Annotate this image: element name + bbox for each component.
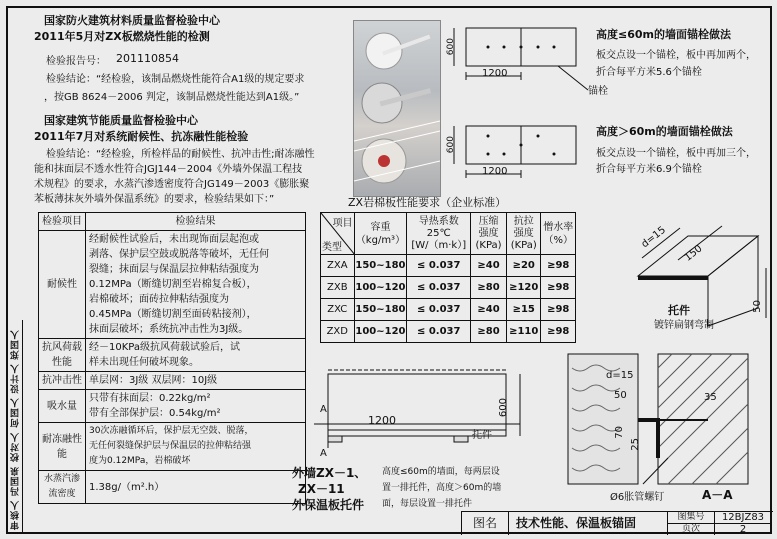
zx-cell: ≤ 0.037: [407, 255, 471, 277]
elev-name-1: 外墙ZX－1、: [292, 466, 367, 480]
zx-corner-bottom: 类型: [322, 242, 342, 253]
conclusion2-line-3: 术规程》的要求，水蒸汽渗透密度符合JG149－2003《膨胀聚: [34, 179, 310, 190]
zx-header-conductivity-3: [W/（m·k）]: [411, 239, 467, 251]
zx-cell: ≥15: [507, 299, 541, 321]
zx-row: [321, 255, 576, 277]
tb-name-label: 图名: [462, 512, 509, 535]
tt-line: 经－10KPa级抗风荷载试验后，试: [89, 342, 240, 353]
tt-line: 样未出现任何破坏现象。: [89, 357, 199, 368]
bracket-dim-h: 50: [752, 300, 763, 313]
zx-cell: ≥40: [471, 299, 507, 321]
conclusion2-line-4: 苯板薄抹灰外墙外保温系统》的要求，检验结果如下：”: [34, 194, 275, 205]
zx-header-compression-2: 强度: [478, 227, 499, 239]
tt-result: 1.38g/（m².h）: [86, 471, 306, 504]
conclusion2-line-1: 检验结论：“经检验，所检样品的耐候性、抗冲击性;耐冻融性: [46, 149, 315, 160]
conclusion-line-2: ，按GB 8624－2006 判定，该制品燃烧性能达到A1级。”: [44, 92, 300, 103]
tt-line: 经耐候性试验后，未出现饰面层起泡或: [89, 234, 259, 245]
zx-corner-top: 项目: [332, 218, 353, 229]
bracket-dim-d: d=15: [639, 224, 668, 251]
anchor-photo: [353, 20, 441, 197]
bracket-note: 镀锌扁钢弯制: [654, 320, 714, 331]
section-mark-top: A: [320, 404, 327, 415]
tt-result: [86, 231, 306, 339]
elev-bracket-label: 托件: [472, 430, 492, 441]
elev-name-2: ZX－11: [298, 482, 345, 496]
report-label: 检验报告号：: [46, 56, 106, 67]
section-drawing: [568, 348, 768, 488]
section-dim-35: 35: [704, 392, 717, 403]
section-mark-bottom: A: [320, 448, 327, 459]
zx-header-density: [354, 213, 407, 255]
low-dim-h: 1200: [482, 68, 508, 79]
zx-header-density-2: （kg/m³）: [355, 234, 406, 246]
table-row: [39, 372, 306, 390]
zx-cell: 150~180: [354, 255, 407, 277]
zx-header-compression-1: 压缩: [478, 215, 499, 227]
bracket-dim-len: 150: [682, 243, 705, 264]
zx-header-hydrophobic: [541, 213, 576, 255]
high-desc-1: 板交点设一个锚栓，板中再加三个，: [596, 148, 756, 159]
zx-header-hydrophobic-2: （%）: [543, 234, 573, 246]
zx-cell: ≤ 0.037: [407, 299, 471, 321]
tt-header-result: 检验结果: [86, 213, 306, 231]
zx-header-tensile-1: 抗拉: [513, 215, 534, 227]
section-dim-70: 70: [614, 426, 625, 439]
zx-cell: 100~120: [354, 277, 407, 299]
zx-cell: ZXA: [321, 255, 355, 277]
title-block: [461, 511, 773, 535]
tt-item: 抗冲击性: [39, 372, 86, 390]
subject-2: 2011年7月对系统耐候性、抗冻融性能检验: [34, 130, 249, 143]
zx-cell: ≥98: [541, 255, 576, 277]
conclusion-line-1: 检验结论：“经检验，该制品燃烧性能符合A1级的规定要求: [46, 74, 305, 85]
zx-cell: ≤ 0.037: [407, 321, 471, 343]
tt-item: 耐冻融性能: [39, 423, 86, 471]
tt-item: 抗风荷载性能: [39, 339, 86, 372]
zx-cell: 150~180: [354, 299, 407, 321]
zx-header-compression-3: (KPa): [475, 239, 502, 251]
tt-item: 耐候性: [39, 231, 86, 339]
tt-item: 水蒸汽渗流密度: [39, 471, 86, 504]
zx-header-density-1: 容重: [370, 221, 391, 233]
zx-cell: ≥20: [507, 255, 541, 277]
low-dim-v: 600: [446, 38, 456, 56]
org-title-1: 国家防火建筑材料质量监督检验中心: [44, 14, 220, 27]
signature-strip: [8, 320, 23, 534]
zx-row: [321, 277, 576, 299]
zx-header-conductivity: [407, 213, 471, 255]
zx-header-tensile: [507, 213, 541, 255]
tt-line: 无任何裂缝保护层与保温层的拉伸粘结强: [89, 441, 252, 451]
tt-line: 0.45MPa（断缝切割至面砖粘接剂），: [89, 309, 257, 320]
elev-note-1: 高度≤60m的墙面，每两层设: [382, 467, 500, 477]
zx-header-tensile-3: (KPa): [510, 239, 537, 251]
table-row: [39, 423, 306, 471]
zx-cell: ZXD: [321, 321, 355, 343]
elev-note-2: 置一排托件，高度＞60m的墙: [382, 483, 502, 493]
tt-header-item: 检验项目: [39, 213, 86, 231]
zx-cell: ≥120: [507, 277, 541, 299]
tt-result: [86, 390, 306, 423]
zx-header-conductivity-2: 25℃: [426, 227, 451, 239]
tt-item: 吸水量: [39, 390, 86, 423]
zx-header-conductivity-1: 导热系数: [418, 215, 459, 227]
section-dim-25: 25: [630, 438, 641, 451]
tt-line: 裂缝；抹面层与保温层拉伸粘结强度为: [89, 264, 259, 275]
tt-line: 0.12MPa（断缝切割至岩棉复合板），: [89, 279, 257, 290]
section-label: A－A: [702, 488, 733, 502]
high-title: 高度＞60m的墙面锚栓做法: [596, 125, 733, 138]
zx-cell: ≥40: [471, 255, 507, 277]
tt-line: 抹面层破坏；系统抗冲击性为3J级。: [89, 324, 249, 335]
bracket-name: 托件: [668, 304, 690, 317]
anchor-layout-low: [448, 22, 588, 102]
tt-result: [86, 339, 306, 372]
low-desc-2: 折合每平方米5.6个锚栓: [596, 67, 702, 78]
zx-spec-table: [320, 212, 576, 343]
tt-line: 剥落、保护层空鼓或脱落等破坏，无任何: [89, 249, 269, 260]
high-desc-2: 折合每平方米6.9个锚栓: [596, 164, 702, 175]
table-row: [39, 339, 306, 372]
elev-dim-h: 1200: [368, 414, 396, 427]
signature-strip-text: 审核人 冯国泉 校对人 何国人 设计人 郑国人: [11, 329, 21, 530]
zx-cell: ≤ 0.037: [407, 277, 471, 299]
elev-dim-v: 600: [498, 398, 509, 418]
drawing-sheet: [6, 6, 772, 534]
tb-atlas-label: 图集号: [667, 512, 715, 524]
zx-cell: ≥110: [507, 321, 541, 343]
zx-header-hydrophobic-1: 憎水率: [543, 221, 574, 233]
tt-line: 只带有抹面层：0.22kg/m²: [89, 393, 211, 404]
elev-name-3: 外保温板托件: [292, 498, 365, 512]
tt-line: 30次冻融循环后，保护层无空鼓、脱落，: [89, 426, 254, 436]
anchor-photo-drawing: [354, 21, 440, 196]
section-dim-50: 50: [614, 390, 627, 401]
zx-row: [321, 321, 576, 343]
subject-1: 2011年5月对ZX板燃烧性能的检测: [34, 30, 210, 43]
table-row: [39, 471, 306, 504]
high-dim-v: 600: [446, 136, 456, 154]
conclusion2-line-2: 能和抹面层不透水性符合JGJ144－2004《外墙外保温工程技: [34, 164, 303, 175]
zx-header-compression: [471, 213, 507, 255]
tt-result: 单层网：3J级 双层网：10J级: [86, 372, 306, 390]
zx-cell: ≥98: [541, 321, 576, 343]
table-row: [39, 231, 306, 339]
zx-row: [321, 299, 576, 321]
high-dim-h: 1200: [482, 166, 508, 177]
tb-page-no: 2: [739, 524, 747, 535]
tb-name: 技术性能、保温板锚固: [516, 516, 637, 530]
section-dim-d: d=15: [606, 370, 634, 381]
tt-line: 带有全部保护层：0.54kg/m²: [89, 408, 221, 419]
zx-cell: ≥98: [541, 299, 576, 321]
section-bolt-label: Ø6胀管螺钉: [610, 492, 665, 503]
tt-result: [86, 423, 306, 471]
zx-cell: ≥98: [541, 277, 576, 299]
anchor-layout-high: [448, 120, 588, 190]
org-title-2: 国家建筑节能质量监督检验中心: [44, 114, 198, 127]
zx-cell: ZXC: [321, 299, 355, 321]
tt-line: 岩棉破坏；面砖拉伸粘结强度为: [89, 294, 229, 305]
zx-corner-cell: [321, 213, 355, 255]
tt-line: 度为0.12MPa，岩棉破坏: [89, 456, 191, 466]
zx-cell: 100~120: [354, 321, 407, 343]
zx-header-tensile-2: 强度: [513, 227, 534, 239]
zx-table-title: ZX岩棉板性能要求（企业标准）: [348, 196, 507, 209]
low-desc-1: 板交点设一个锚栓，板中再加两个，: [596, 50, 756, 61]
report-number: 201110854: [116, 52, 179, 65]
test-result-table: [38, 212, 306, 504]
zx-cell: ZXB: [321, 277, 355, 299]
elev-note-3: 面，每层设置一排托件: [382, 499, 473, 509]
low-anchor-label: 锚栓: [588, 86, 608, 97]
tb-page-label: 页次: [667, 524, 715, 535]
zx-cell: ≥80: [471, 277, 507, 299]
low-title: 高度≤60m的墙面锚栓做法: [596, 28, 731, 41]
zx-cell: ≥80: [471, 321, 507, 343]
table-row: [39, 390, 306, 423]
tb-atlas-no: 12BJZ83: [714, 512, 772, 524]
